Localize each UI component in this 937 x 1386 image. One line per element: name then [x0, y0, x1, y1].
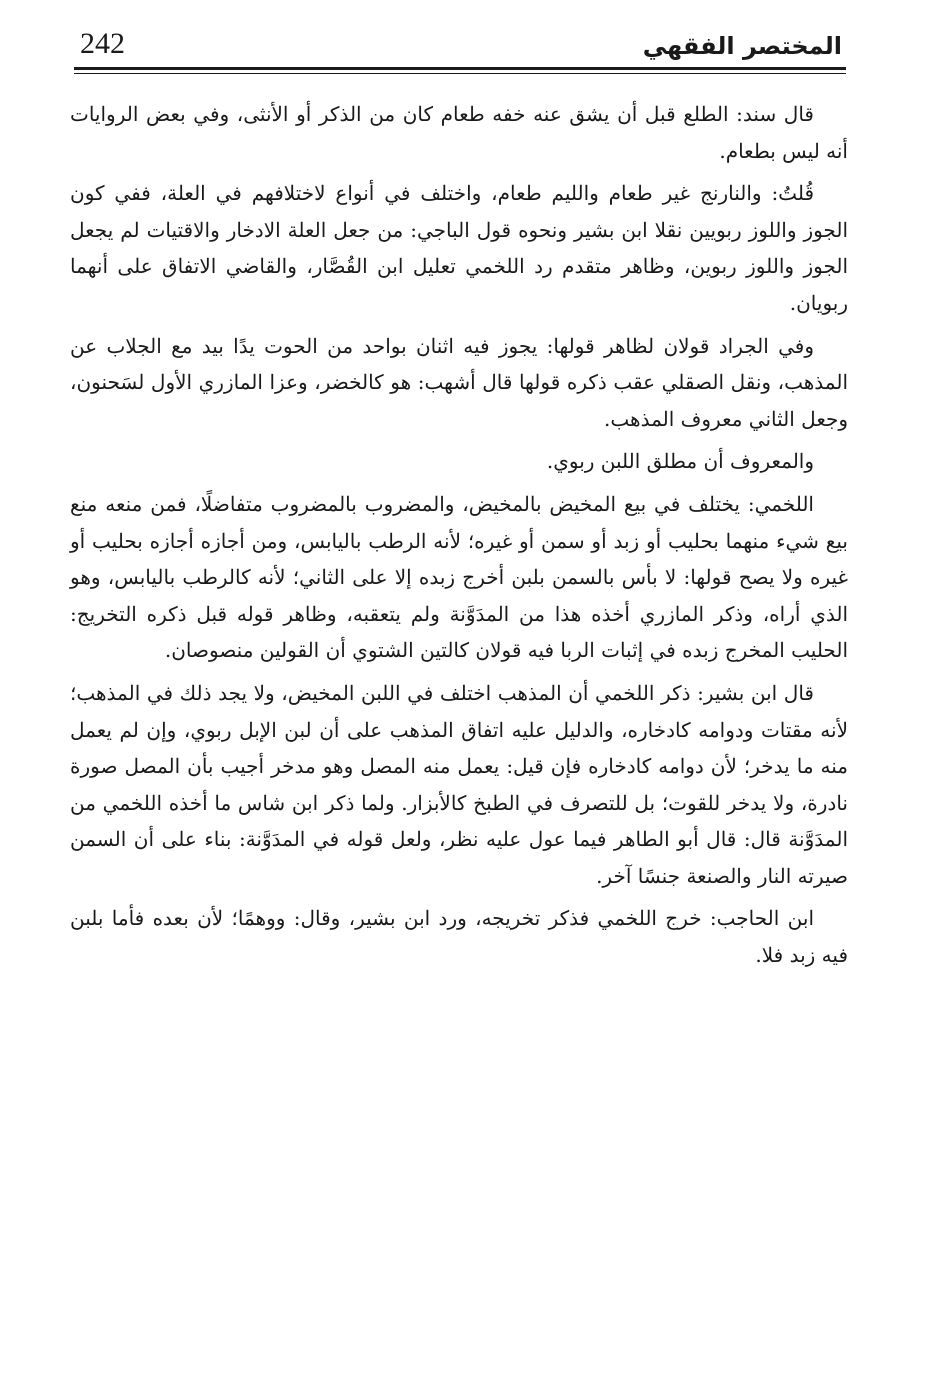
running-title: المختصر الفقهي [642, 32, 842, 60]
paragraph: قال ابن بشير: ذكر اللخمي أن المذهب اختلف في اللبن المخيض، ولا يجد ذلك في المذهب؛ لأنه مقتات ودوامه كادخاره، والدليل عليه اتفاق المذهب على أن لبن الإبل ربوي، وإن لم يعمل منه ما يدخر؛ لأن دوامه كادخاره فإن قيل: يعمل منه المصل وهو مدخر أجيب بأن المصل صورة نادرة، ولا يدخر للقوت؛ بل للتصرف في الطبخ كالأبزار. ولما ذكر ابن شاس ما أخذه اللخمي من المدَوَّنة قال: قال أبو الطاهر فيما عول عليه نظر، ولعل قوله في المدَوَّنة: بناء على أن السمن صيرته النار والصنعة جنسًا آخر. [70, 680, 848, 888]
paragraph: اللخمي: يختلف في بيع المخيض بالمخيض، والمضروب بالمضروب متفاضلًا، فمن منعه منع بيع شيء منهما بحليب أو زبد أو سمن أو غيره؛ لأنه الرطب باليابس، ومن أجازه أجازه بحليب أو غيره ولا يصح قولها: لا بأس بالسمن بلبن أخرج زبده إلا على الثاني؛ لأنه كالرطب باليابس، وهو الذي أراه، وذكر المازري أخذه هذا من المدَوَّنة ولم يتعقبه، وظاهر قوله قبل ذكره التخريج: الحليب المخرج زبده في إثبات الربا فيه قولان كالتين الشتوي أن القولين منصوصان. [70, 491, 848, 663]
page-header [74, 22, 846, 66]
paragraph: وفي الجراد قولان لظاهر قولها: يجوز فيه اثنان بواحد من الحوت يدًا بيد مع الجلاب عن المذهب، ونقل الصقلي عقب ذكره قولها قال أشهب: هو كالخضر، وعزا المازري الأول لسَحنون، وجعل الثاني معروف المذهب. [70, 333, 848, 431]
page-number: 242 [80, 27, 125, 60]
header-rule-thick [74, 67, 846, 70]
paragraph: قال سند: الطلع قبل أن يشق عنه خفه طعام كان من الذكر أو الأنثى، وفي بعض الروايات أنه ليس بطعام. [70, 102, 848, 163]
page-body [70, 96, 848, 974]
paragraph: والمعروف أن مطلق اللبن ربوي. [546, 449, 814, 474]
paragraph: ابن الحاجب: خرج اللخمي فذكر تخريجه، ورد ابن بشير، وقال: ووهمًا؛ لأن بعده فأما بلبن فيه زبد فلا. [70, 906, 848, 968]
header-rule-thin [74, 73, 846, 74]
paragraph: قُلتُ: والنارنج غير طعام والليم طعام، واختلف في أنواع لاختلافهم في العلة، ففي كون الجوز واللوز ربويين نقلا ابن بشير ونحوه قول الباجي: من جعل العلة الادخار والاقتيات لم يجعل الجوز واللوز ربوين، وظاهر متقدم رد اللخمي تعليل ابن القُصَّار، والقاضي الاتفاق على أنهما ربويان. [70, 181, 848, 315]
